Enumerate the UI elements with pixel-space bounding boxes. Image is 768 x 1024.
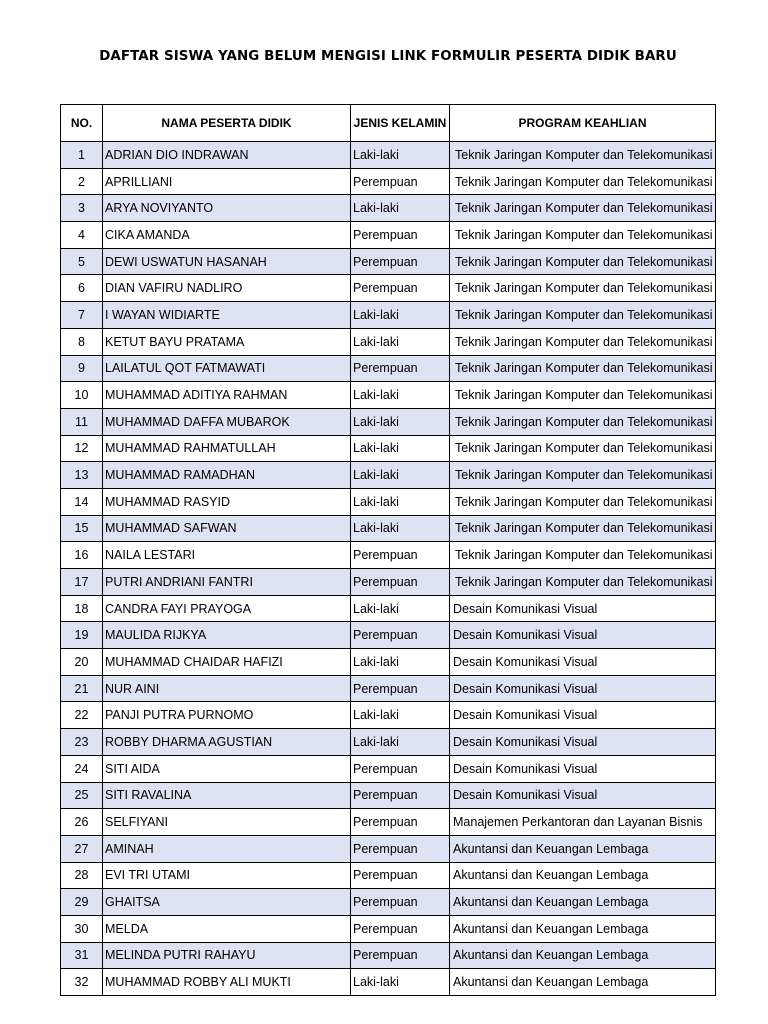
header-name: NAMA PESERTA DIDIK xyxy=(103,105,351,142)
cell-gender: Laki-laki xyxy=(351,328,450,355)
cell-program: Desain Komunikasi Visual xyxy=(450,755,716,782)
cell-name: MUHAMMAD ROBBY ALI MUKTI xyxy=(103,969,351,996)
cell-name: EVI TRI UTAMI xyxy=(103,862,351,889)
table-row xyxy=(61,969,716,996)
table-row xyxy=(61,462,716,489)
cell-no: 20 xyxy=(61,649,103,676)
cell-program: Teknik Jaringan Komputer dan Telekomunikasi xyxy=(450,195,716,222)
cell-program: Akuntansi dan Keuangan Lembaga xyxy=(450,835,716,862)
cell-program: Teknik Jaringan Komputer dan Telekomunikasi xyxy=(450,302,716,329)
cell-no: 31 xyxy=(61,942,103,969)
cell-program: Teknik Jaringan Komputer dan Telekomunikasi xyxy=(450,435,716,462)
cell-gender: Laki-laki xyxy=(351,462,450,489)
cell-no: 18 xyxy=(61,595,103,622)
cell-no: 28 xyxy=(61,862,103,889)
table-row xyxy=(61,328,716,355)
cell-gender: Laki-laki xyxy=(351,382,450,409)
table-row xyxy=(61,835,716,862)
cell-gender: Laki-laki xyxy=(351,515,450,542)
cell-gender: Perempuan xyxy=(351,835,450,862)
cell-gender: Perempuan xyxy=(351,275,450,302)
cell-gender: Perempuan xyxy=(351,755,450,782)
cell-no: 9 xyxy=(61,355,103,382)
cell-program: Manajemen Perkantoran dan Layanan Bisnis xyxy=(450,809,716,836)
page-title: DAFTAR SISWA YANG BELUM MENGISI LINK FORMULIR PESERTA DIDIK BARU xyxy=(99,49,677,64)
table-row xyxy=(61,755,716,782)
cell-gender: Laki-laki xyxy=(351,969,450,996)
cell-name: KETUT BAYU PRATAMA xyxy=(103,328,351,355)
cell-gender: Laki-laki xyxy=(351,488,450,515)
cell-no: 10 xyxy=(61,382,103,409)
table-row xyxy=(61,889,716,916)
cell-gender: Laki-laki xyxy=(351,142,450,169)
table-row xyxy=(61,515,716,542)
cell-gender: Perempuan xyxy=(351,809,450,836)
cell-name: SELFIYANI xyxy=(103,809,351,836)
cell-program: Desain Komunikasi Visual xyxy=(450,595,716,622)
cell-program: Desain Komunikasi Visual xyxy=(450,702,716,729)
cell-program: Teknik Jaringan Komputer dan Telekomunikasi xyxy=(450,569,716,596)
cell-no: 8 xyxy=(61,328,103,355)
cell-gender: Perempuan xyxy=(351,862,450,889)
cell-gender: Laki-laki xyxy=(351,595,450,622)
table-row xyxy=(61,195,716,222)
cell-no: 25 xyxy=(61,782,103,809)
cell-no: 15 xyxy=(61,515,103,542)
cell-no: 24 xyxy=(61,755,103,782)
cell-program: Desain Komunikasi Visual xyxy=(450,675,716,702)
cell-name: I WAYAN WIDIARTE xyxy=(103,302,351,329)
cell-gender: Laki-laki xyxy=(351,435,450,462)
table-row xyxy=(61,595,716,622)
cell-no: 29 xyxy=(61,889,103,916)
cell-name: PANJI PUTRA PURNOMO xyxy=(103,702,351,729)
table-row xyxy=(61,488,716,515)
cell-no: 13 xyxy=(61,462,103,489)
cell-no: 1 xyxy=(61,142,103,169)
cell-gender: Perempuan xyxy=(351,222,450,249)
cell-no: 12 xyxy=(61,435,103,462)
cell-no: 30 xyxy=(61,915,103,942)
cell-program: Teknik Jaringan Komputer dan Telekomunikasi xyxy=(450,382,716,409)
cell-name: CANDRA FAYI PRAYOGA xyxy=(103,595,351,622)
cell-gender: Laki-laki xyxy=(351,729,450,756)
cell-program: Desain Komunikasi Visual xyxy=(450,622,716,649)
cell-no: 17 xyxy=(61,569,103,596)
table-row xyxy=(61,382,716,409)
cell-gender: Perempuan xyxy=(351,889,450,916)
cell-name: DEWI USWATUN HASANAH xyxy=(103,248,351,275)
cell-no: 2 xyxy=(61,168,103,195)
table-header-row xyxy=(61,105,716,142)
cell-name: MUHAMMAD RAMADHAN xyxy=(103,462,351,489)
cell-gender: Laki-laki xyxy=(351,649,450,676)
cell-name: ARYA NOVIYANTO xyxy=(103,195,351,222)
cell-no: 11 xyxy=(61,408,103,435)
cell-no: 3 xyxy=(61,195,103,222)
cell-program: Desain Komunikasi Visual xyxy=(450,782,716,809)
cell-program: Teknik Jaringan Komputer dan Telekomunikasi xyxy=(450,515,716,542)
cell-no: 23 xyxy=(61,729,103,756)
cell-no: 4 xyxy=(61,222,103,249)
cell-program: Teknik Jaringan Komputer dan Telekomunikasi xyxy=(450,142,716,169)
cell-no: 21 xyxy=(61,675,103,702)
cell-program: Akuntansi dan Keuangan Lembaga xyxy=(450,942,716,969)
cell-gender: Perempuan xyxy=(351,942,450,969)
cell-program: Akuntansi dan Keuangan Lembaga xyxy=(450,969,716,996)
table-row xyxy=(61,222,716,249)
cell-program: Teknik Jaringan Komputer dan Telekomunikasi xyxy=(450,222,716,249)
cell-name: MUHAMMAD RASYID xyxy=(103,488,351,515)
table-row xyxy=(61,942,716,969)
header-program: PROGRAM KEAHLIAN xyxy=(450,105,716,142)
cell-program: Akuntansi dan Keuangan Lembaga xyxy=(450,889,716,916)
cell-gender: Laki-laki xyxy=(351,302,450,329)
cell-name: NUR AINI xyxy=(103,675,351,702)
table-row xyxy=(61,142,716,169)
table-row xyxy=(61,168,716,195)
cell-gender: Perempuan xyxy=(351,915,450,942)
cell-program: Teknik Jaringan Komputer dan Telekomunikasi xyxy=(450,542,716,569)
cell-name: APRILLIANI xyxy=(103,168,351,195)
header-no: NO. xyxy=(61,105,103,142)
cell-program: Teknik Jaringan Komputer dan Telekomunikasi xyxy=(450,275,716,302)
cell-name: SITI RAVALINA xyxy=(103,782,351,809)
cell-name: MELDA xyxy=(103,915,351,942)
cell-name: AMINAH xyxy=(103,835,351,862)
cell-name: MUHAMMAD ADITIYA RAHMAN xyxy=(103,382,351,409)
cell-program: Desain Komunikasi Visual xyxy=(450,729,716,756)
cell-no: 19 xyxy=(61,622,103,649)
cell-no: 32 xyxy=(61,969,103,996)
cell-name: MUHAMMAD DAFFA MUBAROK xyxy=(103,408,351,435)
cell-name: PUTRI ANDRIANI FANTRI xyxy=(103,569,351,596)
cell-program: Teknik Jaringan Komputer dan Telekomunikasi xyxy=(450,408,716,435)
cell-program: Teknik Jaringan Komputer dan Telekomunikasi xyxy=(450,462,716,489)
cell-program: Teknik Jaringan Komputer dan Telekomunikasi xyxy=(450,248,716,275)
cell-name: ROBBY DHARMA AGUSTIAN xyxy=(103,729,351,756)
table-row xyxy=(61,622,716,649)
cell-name: ADRIAN DIO INDRAWAN xyxy=(103,142,351,169)
cell-program: Akuntansi dan Keuangan Lembaga xyxy=(450,915,716,942)
header-gender: JENIS KELAMIN xyxy=(351,105,450,142)
table-row xyxy=(61,915,716,942)
cell-name: LAILATUL QOT FATMAWATI xyxy=(103,355,351,382)
table-row xyxy=(61,569,716,596)
cell-no: 27 xyxy=(61,835,103,862)
cell-program: Teknik Jaringan Komputer dan Telekomunikasi xyxy=(450,488,716,515)
cell-gender: Laki-laki xyxy=(351,195,450,222)
cell-program: Teknik Jaringan Komputer dan Telekomunikasi xyxy=(450,355,716,382)
cell-gender: Perempuan xyxy=(351,355,450,382)
cell-gender: Perempuan xyxy=(351,622,450,649)
cell-no: 22 xyxy=(61,702,103,729)
cell-gender: Perempuan xyxy=(351,168,450,195)
cell-name: GHAITSA xyxy=(103,889,351,916)
cell-name: MAULIDA RIJKYA xyxy=(103,622,351,649)
table-row xyxy=(61,649,716,676)
cell-gender: Laki-laki xyxy=(351,702,450,729)
table-row xyxy=(61,542,716,569)
cell-name: MUHAMMAD SAFWAN xyxy=(103,515,351,542)
cell-no: 26 xyxy=(61,809,103,836)
cell-program: Desain Komunikasi Visual xyxy=(450,649,716,676)
table-row xyxy=(61,435,716,462)
cell-no: 6 xyxy=(61,275,103,302)
cell-no: 16 xyxy=(61,542,103,569)
cell-no: 5 xyxy=(61,248,103,275)
cell-name: SITI AIDA xyxy=(103,755,351,782)
table-row xyxy=(61,408,716,435)
cell-no: 14 xyxy=(61,488,103,515)
table-row xyxy=(61,702,716,729)
cell-name: MUHAMMAD CHAIDAR HAFIZI xyxy=(103,649,351,676)
table-row xyxy=(61,302,716,329)
table-row xyxy=(61,248,716,275)
cell-gender: Perempuan xyxy=(351,542,450,569)
table-row xyxy=(61,675,716,702)
cell-program: Teknik Jaringan Komputer dan Telekomunikasi xyxy=(450,168,716,195)
table-row xyxy=(61,275,716,302)
table-row xyxy=(61,729,716,756)
cell-no: 7 xyxy=(61,302,103,329)
cell-program: Teknik Jaringan Komputer dan Telekomunikasi xyxy=(450,328,716,355)
cell-name: DIAN VAFIRU NADLIRO xyxy=(103,275,351,302)
cell-gender: Perempuan xyxy=(351,782,450,809)
cell-program: Akuntansi dan Keuangan Lembaga xyxy=(450,862,716,889)
student-table xyxy=(60,104,716,996)
table-row xyxy=(61,862,716,889)
cell-name: MUHAMMAD RAHMATULLAH xyxy=(103,435,351,462)
cell-name: CIKA AMANDA xyxy=(103,222,351,249)
cell-gender: Perempuan xyxy=(351,248,450,275)
table-row xyxy=(61,782,716,809)
cell-gender: Laki-laki xyxy=(351,408,450,435)
table-row xyxy=(61,355,716,382)
table-row xyxy=(61,809,716,836)
cell-name: MELINDA PUTRI RAHAYU xyxy=(103,942,351,969)
cell-name: NAILA LESTARI xyxy=(103,542,351,569)
cell-gender: Perempuan xyxy=(351,569,450,596)
cell-gender: Perempuan xyxy=(351,675,450,702)
